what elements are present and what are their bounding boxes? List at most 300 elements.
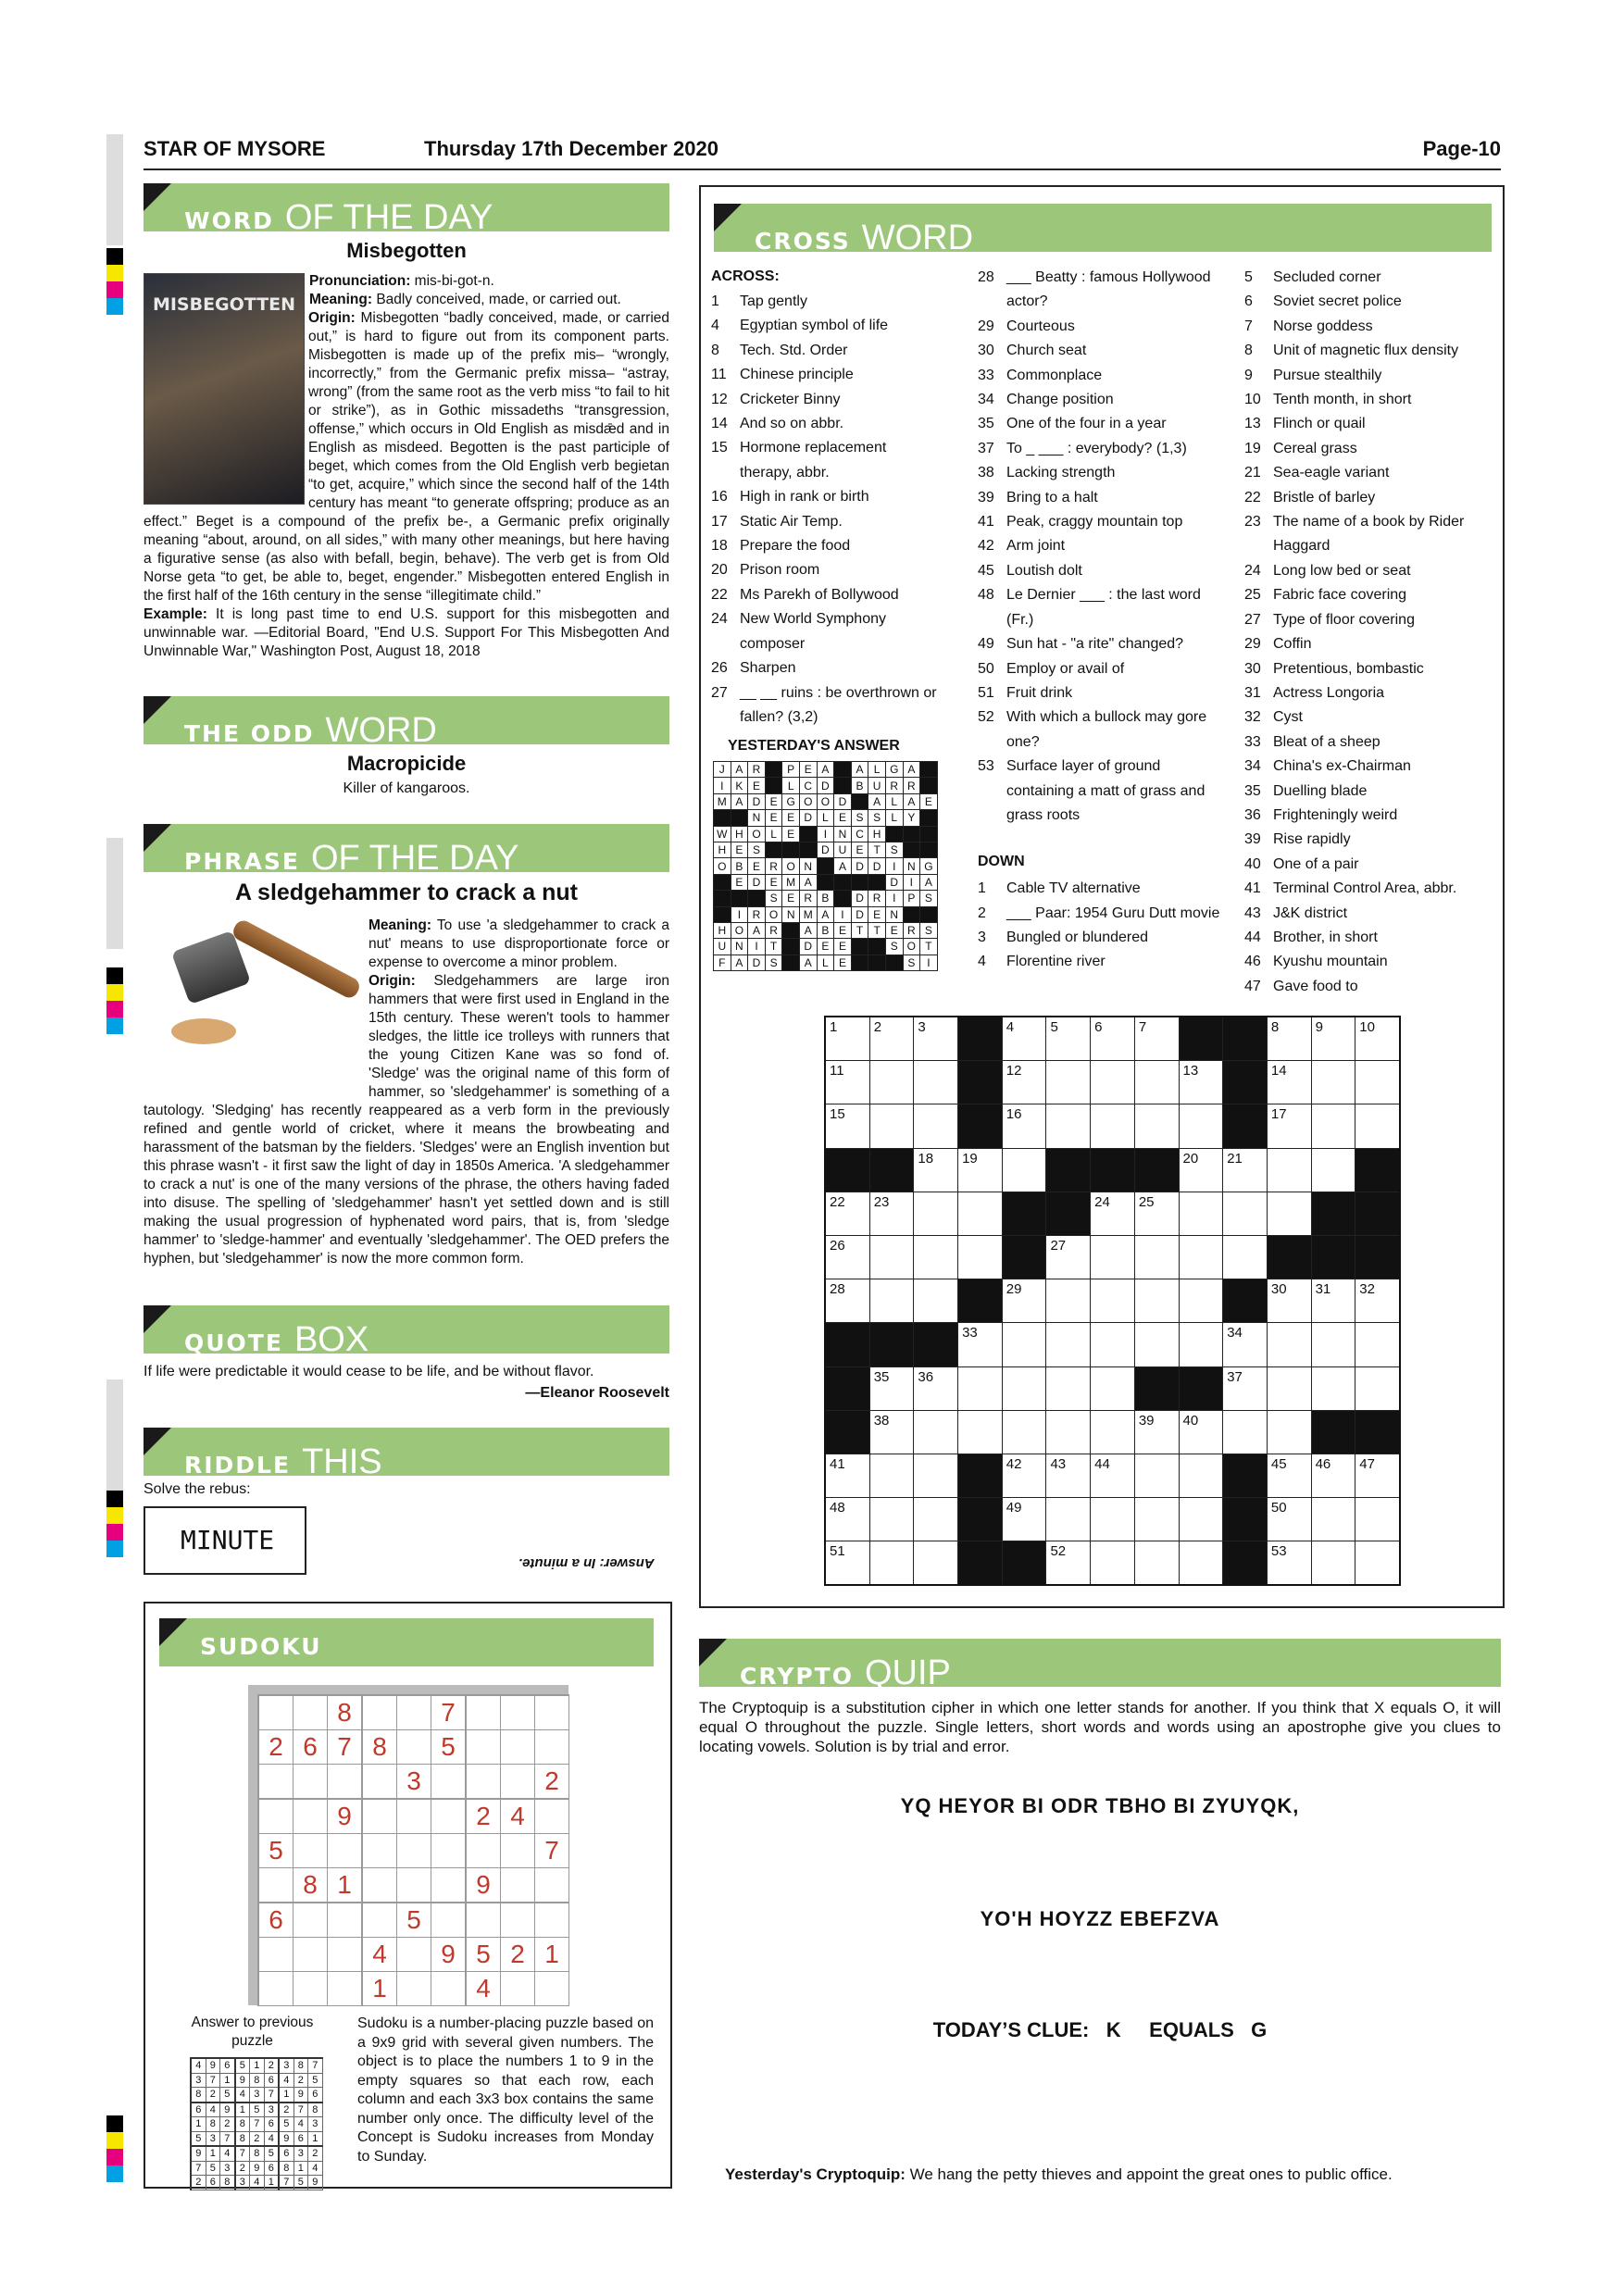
- crossword-cell[interactable]: [1267, 1498, 1311, 1541]
- sudoku-cell[interactable]: [328, 1765, 363, 1800]
- sudoku-cell[interactable]: 4: [501, 1799, 535, 1834]
- down-clues-col3: [1244, 266, 1499, 999]
- crossword-cell[interactable]: [1355, 1017, 1400, 1061]
- black-cell: [885, 955, 903, 970]
- crossword-cell[interactable]: [1179, 1323, 1223, 1366]
- word-origin-text: Misbegotten “badly conceived, made, or carried out,” is hard to figure out from its component parts. Misbegotten is made up of the prefix mis– “wrongly, incorrectly,” from the Germanic prefix missa– “astray, wrong” (from the same root as the verb miss “to fail to hit or strike”), as in Gothic missadeths “transgression, offense,” which occurs in Old English as misdǣd and in English as misdeed. Begotten is the past participle of beget, which comes from the Old English verb begietan “to get, acquire,” which since the second half of the 14th century has meant “to generate offspring; produce as an effect.” Beget is a compound of the prefix be-, a Germanic prefix originally meaning “about, around, on all sides,” with many other meanings, but here having a figurative sense (as also with befall, begin, behave). The verb get is from Old Norse geta “to get, be able to, beget, engender.” Misbegotten entered English in the first half of the 16th century in the sense “illegitimate child.”: [144, 310, 669, 604]
- sudoku-cell[interactable]: [294, 1695, 328, 1730]
- sudoku-answer-grid: [190, 2057, 323, 2190]
- crossword-cell[interactable]: [869, 1498, 914, 1541]
- answer-cell: S: [851, 810, 868, 826]
- crossword-cell[interactable]: [1046, 1104, 1091, 1148]
- answer-cell: T: [868, 842, 886, 857]
- sudoku-cell[interactable]: 5: [431, 1730, 467, 1765]
- crossword-cell[interactable]: [1091, 1017, 1135, 1061]
- cell-number: 5: [1050, 1019, 1058, 1035]
- crossword-cell[interactable]: [1046, 1017, 1091, 1061]
- crossword-cell[interactable]: [1179, 1279, 1223, 1323]
- black-cell: [920, 906, 938, 922]
- book-cover-title: MISBEGOTTEN: [152, 294, 296, 315]
- crossword-cell[interactable]: [1002, 1104, 1046, 1148]
- sudoku-cell[interactable]: [466, 1730, 501, 1765]
- clue: 2 ___ Paar: 1954 Guru Dutt movie: [978, 905, 1220, 921]
- crossword-cell[interactable]: [1355, 1323, 1400, 1366]
- clue: 33 Commonplace: [978, 367, 1103, 383]
- crossword-cell[interactable]: [869, 1017, 914, 1061]
- crossword-cell[interactable]: [1179, 1541, 1223, 1586]
- crossword-cell[interactable]: [914, 1454, 958, 1497]
- sudoku-cell[interactable]: 1: [362, 1972, 397, 2006]
- sudoku-cell[interactable]: [362, 1799, 397, 1834]
- crossword-cell[interactable]: [1355, 1061, 1400, 1104]
- crossword-cell[interactable]: [1267, 1192, 1311, 1235]
- sudoku-cell[interactable]: [328, 1834, 363, 1868]
- black-cell: [782, 955, 800, 970]
- crossword-cell[interactable]: [1134, 1323, 1179, 1366]
- answer-cell: 6: [308, 2088, 323, 2103]
- answer-cell: 4: [235, 2088, 250, 2103]
- crossword-cell[interactable]: [1002, 1148, 1046, 1192]
- crossword-cell[interactable]: [825, 1061, 869, 1104]
- answer-cell: 1: [220, 2073, 235, 2088]
- crossword-cell[interactable]: [1311, 1541, 1355, 1586]
- crossword-cell[interactable]: [1223, 1366, 1268, 1410]
- sudoku-cell[interactable]: [397, 1799, 431, 1834]
- sudoku-cell[interactable]: [535, 1799, 569, 1834]
- cell-number: 44: [1094, 1455, 1110, 1472]
- sudoku-cell[interactable]: [535, 1972, 569, 2006]
- crossword-cell[interactable]: [1091, 1410, 1135, 1454]
- answer-cell: I: [920, 955, 938, 970]
- sudoku-cell[interactable]: [501, 1765, 535, 1800]
- sudoku-cell[interactable]: 5: [258, 1834, 294, 1868]
- crossword-cell[interactable]: [914, 1235, 958, 1279]
- clue: 49 Sun hat - "a rite" changed?: [978, 636, 1184, 653]
- sudoku-cell[interactable]: 6: [294, 1730, 328, 1765]
- answer-cell: A: [799, 922, 817, 938]
- crossword-cell[interactable]: [1267, 1410, 1311, 1454]
- crossword-cell[interactable]: [869, 1366, 914, 1410]
- across-label: ACROSS:: [711, 268, 780, 284]
- sudoku-cell[interactable]: [501, 1695, 535, 1730]
- crossword-cell[interactable]: [1046, 1454, 1091, 1497]
- clue: 13 Flinch or quail: [1244, 416, 1366, 432]
- sudoku-cell[interactable]: [294, 1972, 328, 2006]
- crossword-cell[interactable]: [1311, 1061, 1355, 1104]
- crossword-cell[interactable]: [1355, 1541, 1400, 1586]
- sudoku-cell[interactable]: 8: [362, 1730, 397, 1765]
- crossword-cell[interactable]: [1311, 1366, 1355, 1410]
- down-label: DOWN: [978, 854, 1025, 869]
- crossword-cell[interactable]: [825, 1279, 869, 1323]
- sudoku-cell[interactable]: [431, 1903, 467, 1938]
- sudoku-cell[interactable]: [501, 1903, 535, 1938]
- crossword-cell[interactable]: [825, 1454, 869, 1497]
- crossword-cell[interactable]: [1002, 1366, 1046, 1410]
- cell-number: 32: [1359, 1281, 1375, 1298]
- sudoku-cell[interactable]: [294, 1938, 328, 1972]
- sudoku-cell[interactable]: [535, 1695, 569, 1730]
- sudoku-cell[interactable]: 3: [397, 1765, 431, 1800]
- printer-mark: [106, 1507, 123, 1524]
- answer-cell: 8: [279, 2161, 294, 2176]
- crossword-cell[interactable]: [1046, 1235, 1091, 1279]
- sudoku-cell[interactable]: [431, 1834, 467, 1868]
- crossword-cell[interactable]: [1223, 1323, 1268, 1366]
- crossword-cell[interactable]: [869, 1541, 914, 1586]
- odd-word-meaning: Killer of kangaroos.: [343, 780, 470, 796]
- sudoku-cell[interactable]: [362, 1834, 397, 1868]
- answer-cell: 9: [220, 2103, 235, 2117]
- crossword-cell[interactable]: [958, 1410, 1003, 1454]
- answer-cell: R: [885, 778, 903, 793]
- crossword-cell[interactable]: [1046, 1061, 1091, 1104]
- answer-cell: A: [731, 955, 748, 970]
- answer-cell: A: [731, 793, 748, 809]
- crossword-cell[interactable]: [1311, 1017, 1355, 1061]
- black-cell: [765, 762, 782, 778]
- sudoku-cell[interactable]: [466, 1903, 501, 1938]
- sudoku-cell[interactable]: [397, 1938, 431, 1972]
- crossword-cell[interactable]: [1091, 1541, 1135, 1586]
- crossword-cell[interactable]: [1091, 1104, 1135, 1148]
- sudoku-cell[interactable]: [535, 1868, 569, 1903]
- crossword-cell[interactable]: [1311, 1454, 1355, 1497]
- answer-cell: 9: [250, 2161, 265, 2176]
- sudoku-cell[interactable]: [535, 1903, 569, 1938]
- answer-cell: D: [799, 939, 817, 955]
- black-cell: [731, 810, 748, 826]
- crossword-cell[interactable]: [825, 1498, 869, 1541]
- sudoku-cell[interactable]: 7: [535, 1834, 569, 1868]
- crossword-cell[interactable]: [1267, 1104, 1311, 1148]
- sudoku-cell[interactable]: 2: [466, 1799, 501, 1834]
- crossword-cell[interactable]: [1002, 1061, 1046, 1104]
- crossword-cell[interactable]: [1091, 1235, 1135, 1279]
- sudoku-cell[interactable]: [501, 1868, 535, 1903]
- crossword-cell[interactable]: [1002, 1323, 1046, 1366]
- crossword-cell[interactable]: [1311, 1104, 1355, 1148]
- crossword-cell[interactable]: [958, 1192, 1003, 1235]
- sudoku-cell[interactable]: [501, 1834, 535, 1868]
- sudoku-cell[interactable]: 1: [535, 1938, 569, 1972]
- crossword-cell[interactable]: [825, 1192, 869, 1235]
- crossword-cell[interactable]: [1267, 1279, 1311, 1323]
- crossword-cell[interactable]: [914, 1541, 958, 1586]
- answer-cell: I: [748, 939, 766, 955]
- crossword-cell[interactable]: [1179, 1148, 1223, 1192]
- crossword-cell[interactable]: [1002, 1410, 1046, 1454]
- answer-cell: I: [834, 906, 852, 922]
- crossword-cell[interactable]: [1134, 1541, 1179, 1586]
- answer-cell: S: [920, 922, 938, 938]
- cell-number: 31: [1315, 1281, 1331, 1298]
- crossword-cell[interactable]: [869, 1410, 914, 1454]
- cell-number: 3: [918, 1019, 926, 1035]
- crossword-cell[interactable]: [1091, 1192, 1135, 1235]
- sudoku-cell[interactable]: [397, 1834, 431, 1868]
- crossword-cell[interactable]: [1091, 1498, 1135, 1541]
- cell-number: 39: [1138, 1412, 1155, 1429]
- sudoku-cell[interactable]: [397, 1972, 431, 2006]
- crossword-cell[interactable]: [1046, 1541, 1091, 1586]
- crossword-cell[interactable]: [914, 1061, 958, 1104]
- crossword-cell[interactable]: [1091, 1323, 1135, 1366]
- answer-cell: 5: [250, 2103, 265, 2117]
- sudoku-cell[interactable]: 2: [258, 1730, 294, 1765]
- crossword-cell[interactable]: [1002, 1017, 1046, 1061]
- cell-number: 9: [1315, 1019, 1323, 1035]
- crossword-cell[interactable]: [1311, 1279, 1355, 1323]
- crossword-cell[interactable]: [1002, 1279, 1046, 1323]
- crossword-cell[interactable]: [1223, 1192, 1268, 1235]
- sudoku-cell[interactable]: [397, 1695, 431, 1730]
- crossword-cell[interactable]: [1134, 1017, 1179, 1061]
- black-cell: [1091, 1148, 1135, 1192]
- answer-cell: 1: [264, 2176, 279, 2190]
- crossword-cell[interactable]: [1355, 1279, 1400, 1323]
- sudoku-cell[interactable]: 9: [431, 1938, 467, 1972]
- sudoku-cell[interactable]: 5: [466, 1938, 501, 1972]
- crossword-cell[interactable]: [869, 1235, 914, 1279]
- sudoku-cell[interactable]: [362, 1868, 397, 1903]
- black-cell: [782, 842, 800, 857]
- sudoku-cell[interactable]: [258, 1695, 294, 1730]
- crossword-cell[interactable]: [914, 1498, 958, 1541]
- word-pron-block: Pronunciation: mis-bi-got-n. Meaning: Badly conceived, made, or carried out.: [309, 273, 621, 307]
- crossword-cell[interactable]: [825, 1541, 869, 1586]
- sudoku-cell[interactable]: [431, 1972, 467, 2006]
- banner-small: PHRASE: [184, 848, 300, 875]
- crossword-cell[interactable]: [914, 1366, 958, 1410]
- crossword-cell[interactable]: [1179, 1192, 1223, 1235]
- black-cell: [782, 922, 800, 938]
- crossword-cell[interactable]: [1134, 1192, 1179, 1235]
- crossword-cell[interactable]: [1002, 1498, 1046, 1541]
- sudoku-cell[interactable]: 1: [328, 1868, 363, 1903]
- answer-cell: E: [834, 955, 852, 970]
- sudoku-cell[interactable]: 2: [501, 1938, 535, 1972]
- crossword-cell[interactable]: [1311, 1498, 1355, 1541]
- black-cell: [1223, 1454, 1268, 1497]
- phrase-origin: Sledgehammers are large iron hammers that were first used in England in the 15th century. These weren't tools to hammer sledges, the little ice trolleys with runners that the young Citizen Kane was so fond of. 'Sledge' was the original name of this form of hammer, so 'sledgehammer' is something of a tautology. 'Sledging' has recently reappeared as a verb form in the previously refined and gentle world of cricket, where it means the browbeating and harassment of the batsman by the fielders. 'Sledges' were an English invention but this phrase wasn't - it first saw the light of day in 1850s America. 'A sledgehammer to crack a nut' is one of the many versions of the phrase, the others having faded into disuse. The spelling of 'sledgehammer' hasn't yet settled down and is still making the usual progression of hyphenated word pairs, that is, from 'sledge hammer' to 'sledge-hammer' and eventually 'sledgehammer'. The OED prefers the hyphen, but 'sledgehammer' is now the more common form.: [144, 973, 669, 1267]
- crossword-cell[interactable]: [869, 1192, 914, 1235]
- crossword-cell[interactable]: [1223, 1410, 1268, 1454]
- printer-mark: [106, 2115, 123, 2132]
- cell-number: 28: [830, 1281, 845, 1298]
- sudoku-cell[interactable]: [431, 1868, 467, 1903]
- sudoku-cell[interactable]: [431, 1799, 467, 1834]
- sudoku-cell[interactable]: 7: [431, 1695, 467, 1730]
- crossword-cell[interactable]: [1267, 1454, 1311, 1497]
- sudoku-cell[interactable]: [328, 1903, 363, 1938]
- crossword-cell[interactable]: [1091, 1366, 1135, 1410]
- crossword-cell[interactable]: [1267, 1017, 1311, 1061]
- printer-mark: [106, 1491, 123, 1507]
- clue: 10 Tenth month, in short: [1244, 392, 1412, 408]
- crossword-cell[interactable]: [914, 1104, 958, 1148]
- crossword-cell[interactable]: [825, 1235, 869, 1279]
- black-cell: [869, 1148, 914, 1192]
- black-cell: [1179, 1017, 1223, 1061]
- answer-cell: 5: [235, 2058, 250, 2073]
- crossword-cell[interactable]: [914, 1279, 958, 1323]
- crossword-cell[interactable]: [869, 1061, 914, 1104]
- sudoku-cell[interactable]: [397, 1868, 431, 1903]
- crossword-cell[interactable]: [1267, 1061, 1311, 1104]
- crossword-cell[interactable]: [1091, 1279, 1135, 1323]
- crossword-cell[interactable]: [1134, 1235, 1179, 1279]
- crossword-cell[interactable]: [914, 1148, 958, 1192]
- answer-cell: 2: [279, 2103, 294, 2117]
- black-cell: [958, 1498, 1003, 1541]
- clue: 43 J&K district: [1244, 905, 1348, 921]
- answer-cell: E: [782, 826, 800, 842]
- sudoku-cell[interactable]: [294, 1765, 328, 1800]
- sudoku-cell[interactable]: [431, 1765, 467, 1800]
- clue: 25 Fabric face covering: [1244, 587, 1407, 604]
- answer-cell: H: [868, 826, 886, 842]
- sudoku-cell[interactable]: 9: [328, 1799, 363, 1834]
- clue: 24 New World Symphony composer: [711, 611, 886, 652]
- sudoku-cell[interactable]: [535, 1730, 569, 1765]
- crossword-cell[interactable]: [1311, 1148, 1355, 1192]
- sudoku-cell[interactable]: [258, 1972, 294, 2006]
- answer-cell: O: [765, 906, 782, 922]
- black-cell: [825, 1148, 869, 1192]
- sudoku-cell[interactable]: 5: [397, 1903, 431, 1938]
- black-cell: [765, 778, 782, 793]
- crossword-cell[interactable]: [1179, 1454, 1223, 1497]
- sudoku-cell[interactable]: [362, 1765, 397, 1800]
- black-cell: [825, 1366, 869, 1410]
- crossword-cell[interactable]: [1134, 1104, 1179, 1148]
- crossword-cell[interactable]: [1134, 1454, 1179, 1497]
- word-origin: Origin: Misbegotten “badly conceived, made, or carried out,” is hard to figure out from its component parts. Misbegotten is made up of the prefix mis– “wrongly, incorrectly,” from the Germanic prefix missa– “astray, wrong” (from the same root as the verb miss “to fail to hit or strike”), as in Gothic missadeths “transgression, offense,” which occurs in Old English as misdǣd and in English as misdeed. Begotten is the past participle of beget, which comes from the Old English verb begietan “to get, acquire,” which since the second half of the 14th century has meant “to generate offspring; produce as an effect.” Beget is a compound of the prefix be-, a Germanic prefix originally meaning “about, around, on all sides,” with many other meanings, but here having a figurative sense (as also with befall, begin, behave). The verb get is from Old Norse geta “to get, be able to, beget, engender.” Misbegotten entered English in the first half of the 16th century in the sense “illegitimate child.” Example: It is long past time to end U.S. support for this misbegotten and unwinnable war. —Editorial Board, "End U.S. Support For This Misbegotten And Unwinnable War," Washington Post, August 18, 2018: [144, 310, 670, 659]
- crossword-cell[interactable]: [1179, 1104, 1223, 1148]
- crossword-cell[interactable]: [958, 1366, 1003, 1410]
- crossword-cell[interactable]: [914, 1017, 958, 1061]
- crossword-cell[interactable]: [1091, 1454, 1135, 1497]
- crossword-cell[interactable]: [1267, 1541, 1311, 1586]
- crossword-cell[interactable]: [1134, 1061, 1179, 1104]
- sudoku-cell[interactable]: [294, 1799, 328, 1834]
- crossword-cell[interactable]: [958, 1235, 1003, 1279]
- crossword-cell[interactable]: [1355, 1104, 1400, 1148]
- crossword-cell[interactable]: [1134, 1279, 1179, 1323]
- crossword-cell[interactable]: [1179, 1410, 1223, 1454]
- sudoku-cell[interactable]: [294, 1834, 328, 1868]
- printer-mark: [106, 134, 123, 245]
- crossword-cell[interactable]: [1267, 1366, 1311, 1410]
- crossword-cell[interactable]: [1046, 1279, 1091, 1323]
- black-cell: [1134, 1148, 1179, 1192]
- crossword-cell[interactable]: [958, 1323, 1003, 1366]
- clue: 53 Surface layer of ground containing a matt of grass and grass roots: [978, 758, 1206, 823]
- crossword-cell[interactable]: [869, 1104, 914, 1148]
- sudoku-cell[interactable]: 4: [466, 1972, 501, 2006]
- crossword-cell[interactable]: [914, 1410, 958, 1454]
- crossword-cell[interactable]: [1046, 1323, 1091, 1366]
- crossword-cell[interactable]: [1179, 1061, 1223, 1104]
- answer-cell: N: [782, 906, 800, 922]
- sudoku-cell[interactable]: [258, 1765, 294, 1800]
- crossword-cell[interactable]: [958, 1148, 1003, 1192]
- answer-cell: E: [731, 874, 748, 890]
- crossword-cell[interactable]: [1134, 1498, 1179, 1541]
- crossword-cell[interactable]: [1311, 1323, 1355, 1366]
- crossword-cell[interactable]: [1046, 1498, 1091, 1541]
- banner-small: SUDOKU: [200, 1633, 322, 1660]
- crossword-cell[interactable]: [914, 1192, 958, 1235]
- crossword-cell[interactable]: [1223, 1235, 1268, 1279]
- sudoku-cell[interactable]: [362, 1903, 397, 1938]
- crossword-cell[interactable]: [869, 1454, 914, 1497]
- crossword-cell[interactable]: [869, 1279, 914, 1323]
- sudoku-cell[interactable]: [466, 1834, 501, 1868]
- sudoku-cell[interactable]: [501, 1730, 535, 1765]
- sudoku-cell[interactable]: [466, 1765, 501, 1800]
- crossword-banner: [714, 204, 1492, 257]
- sudoku-cell[interactable]: 2: [535, 1765, 569, 1800]
- crossword-cell[interactable]: [1355, 1454, 1400, 1497]
- crossword-cell[interactable]: [1267, 1148, 1311, 1192]
- crossword-cell[interactable]: [1355, 1498, 1400, 1541]
- clue: 51 Fruit drink: [978, 684, 1073, 701]
- crossword-cell[interactable]: [1046, 1366, 1091, 1410]
- sudoku-cell[interactable]: 4: [362, 1938, 397, 1972]
- sudoku-cell[interactable]: [294, 1903, 328, 1938]
- sudoku-cell[interactable]: [258, 1938, 294, 1972]
- sudoku-cell[interactable]: 8: [294, 1868, 328, 1903]
- sudoku-cell[interactable]: [362, 1695, 397, 1730]
- clue: 45 Loutish dolt: [978, 562, 1082, 579]
- sudoku-cell[interactable]: [501, 1972, 535, 2006]
- sudoku-cell[interactable]: [258, 1799, 294, 1834]
- clue: 28 ___ Beatty : famous Hollywood actor?: [978, 269, 1211, 310]
- sudoku-cell[interactable]: 9: [466, 1868, 501, 1903]
- sudoku-cell[interactable]: [328, 1938, 363, 1972]
- sudoku-cell[interactable]: 7: [328, 1730, 363, 1765]
- sudoku-cell[interactable]: [397, 1730, 431, 1765]
- crossword-cell[interactable]: [1091, 1061, 1135, 1104]
- sudoku-cell[interactable]: 6: [258, 1903, 294, 1938]
- phrase-body: Meaning: To use 'a sledgehammer to crack a nut' means to use disproportionate force or expense to overcome a minor problem. Origin: Sledgehammers are large iron hammers that were first used in England in the 15th century. These weren't tools to hammer sledges, the little ice trolleys with runners that the young Citizen Kane was so fond of. 'Sledge' was the original name of this form of hammer, so 'sledgehammer' is something of a tautology. 'Sledging' has recently reappeared as a verb form in the previously refined and gentle world of cricket, where it means the browbeating and harassment of the batsman by the fielders. 'Sledges' were an English invention but this phrase wasn't - it first saw the light of day in 1850s America. 'A sledgehammer to crack a nut' is one of the many versions of the phrase, the others having faded into disuse. The spelling of 'sledgehammer' hasn't yet settled down and is still making the usual progression of hyphenated word pairs, that is, from 'sledge hammer' to 'sledge-hammer' and eventually 'sledgehammer'. The OED prefers the hyphen, but 'sledgehammer' is now the more common form.: [144, 917, 669, 1267]
- crossword-cell[interactable]: [1355, 1366, 1400, 1410]
- sudoku-cell[interactable]: [328, 1972, 363, 2006]
- sudoku-cell[interactable]: [466, 1695, 501, 1730]
- crossword-cell[interactable]: [1179, 1498, 1223, 1541]
- sudoku-cell[interactable]: 8: [328, 1695, 363, 1730]
- crossword-cell[interactable]: [1002, 1454, 1046, 1497]
- crossword-cell[interactable]: [1134, 1410, 1179, 1454]
- answer-cell: 4: [279, 2073, 294, 2088]
- black-cell: [817, 858, 834, 874]
- crossword-cell[interactable]: [1179, 1235, 1223, 1279]
- crossword-cell[interactable]: [1223, 1148, 1268, 1192]
- black-cell: [1267, 1235, 1311, 1279]
- crossword-cell[interactable]: [825, 1104, 869, 1148]
- black-cell: [1355, 1410, 1400, 1454]
- clue: 4 Florentine river: [978, 954, 1106, 970]
- crossword-cell[interactable]: [825, 1017, 869, 1061]
- crossword-cell[interactable]: [1267, 1323, 1311, 1366]
- sudoku-cell[interactable]: [258, 1868, 294, 1903]
- answer-cell: E: [748, 858, 766, 874]
- answer-cell: A: [799, 955, 817, 970]
- cell-number: 25: [1138, 1193, 1155, 1210]
- crossword-cell[interactable]: [1046, 1410, 1091, 1454]
